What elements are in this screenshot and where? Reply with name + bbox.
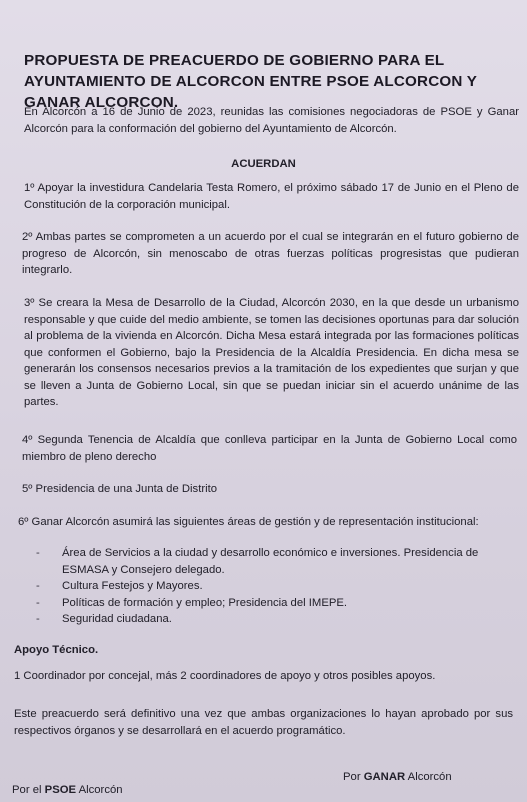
list-dash-icon: - — [36, 613, 40, 625]
point-2: 2º Ambas partes se comprometen a un acuerdo por el cual se integrarán en el futuro gobierno de progreso de Alcorcón, sin menoscabo de otras fuerzas políticas progresistas que pudieran integrarlo. — [22, 231, 519, 276]
point-6: 6º Ganar Alcorcón asumirá las siguientes áreas de gestión y de representación institucional: — [18, 516, 479, 528]
apoyo-text: 1 Coordinador por concejal, más 2 coordinadores de apoyo y otros posibles apoyos. — [14, 670, 436, 682]
area-item: - Seguridad ciudadana. — [62, 611, 513, 628]
document-title: PROPUESTA DE PREACUERDO DE GOBIERNO PARA EL AYUNTAMIENTO DE ALCORCON ENTRE PSOE ALCORCON Y GANAR ALCORCON. — [24, 52, 477, 111]
signature-psoe: Por el PSOE Alcorcón — [12, 784, 123, 796]
point-4: 4º Segunda Tenencia de Alcaldía que conlleva participar en la Junta de Gobierno Local como miembro de pleno derecho — [22, 434, 517, 463]
acuerdan-heading: ACUERDAN — [231, 158, 296, 170]
list-dash-icon: - — [36, 547, 40, 559]
point-1: 1º Apoyar la investidura Candelaria Testa Romero, el próximo sábado 17 de Junio en el Pleno de Constitución de la corporación municipal. — [24, 182, 519, 211]
list-dash-icon: - — [36, 596, 40, 609]
apoyo-heading: Apoyo Técnico. — [14, 644, 99, 656]
area-item: - Cultura Festejos y Mayores. — [62, 578, 513, 595]
point-5: 5º Presidencia de una Junta de Distrito — [22, 483, 218, 495]
signature-ganar: Por GANAR Alcorcón — [343, 771, 452, 783]
point-3: 3º Se creara la Mesa de Desarrollo de la Ciudad, Alcorcón 2030, en la que desde un urbanismo responsable y que cuide del medio ambiente, se tomen las decisiones oportunas para dar solución al problema de la vivienda en Alcorcón. Dicha Mesa estará integrada por las formaciones políticas que conformen el Gobierno, bajo la Presidencia de la Alcaldía Presidencia. En dicha mesa se generarán los consensos necesarios previos a la tramitación de los expedientes que surjan y que se lleven a Junta de Gobierno Local, sin que se puedan iniciar sin el acuerdo unánime de las partes. — [24, 297, 519, 408]
area-item: - Área de Servicios a la ciudad y desarrollo económico e inversiones. Presidencia de ESMASA y Consejero delegado. — [36, 547, 479, 576]
area-item: - Políticas de formación y empleo; Presidencia del IMEPE. — [62, 595, 513, 612]
closing-paragraph: Este preacuerdo será definitivo una vez que ambas organizaciones lo hayan aprobado por sus respectivos órganos y se desarrollará en el acuerdo programático. — [14, 708, 513, 737]
intro-paragraph: En Alcorcón a 16 de Junio de 2023, reunidas las comisiones negociadoras de PSOE y Ganar Alcorcón para la conformación del gobierno del Ayuntamiento de Alcorcón. — [24, 106, 519, 135]
areas-list — [36, 545, 513, 628]
list-dash-icon: - — [36, 580, 40, 592]
